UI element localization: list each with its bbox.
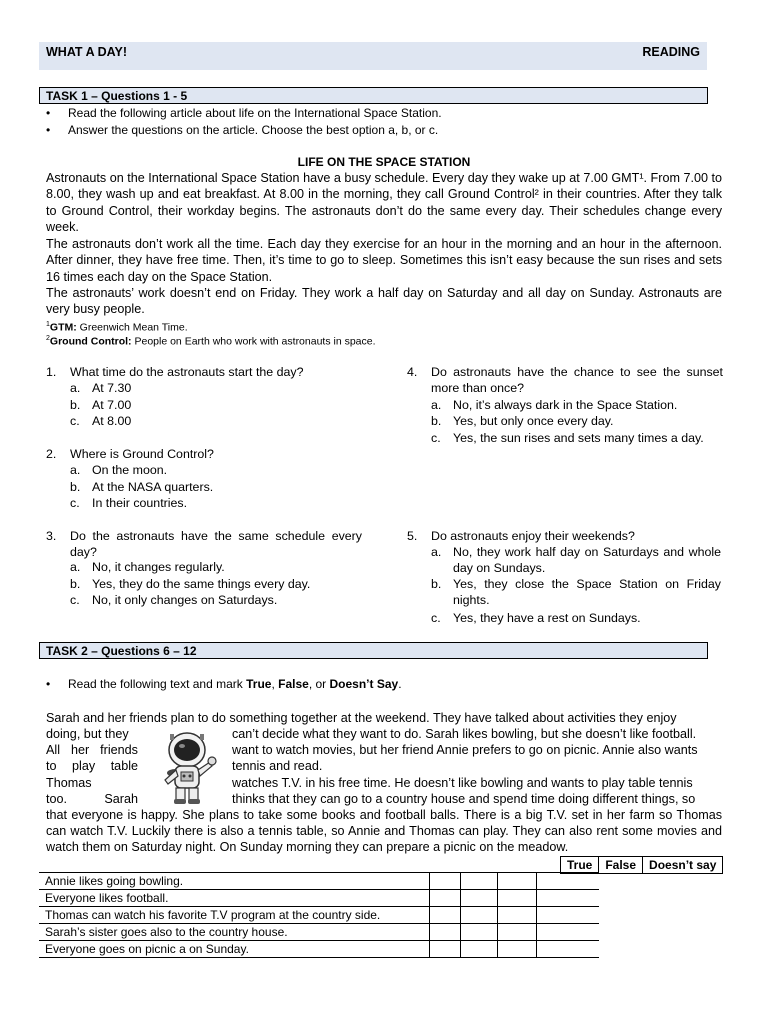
column-true: True: [561, 857, 599, 874]
article-paragraph-1: Astronauts on the International Space Station have a busy schedule. Every day they wake up at 7.00 GMT¹. From 7.00 to 8.00, they wash up and eat breakfast. At 8.00 in the morning, they call Ground Control² in their countries. After they talk to Ground Control, their workday begins. The astronauts don’t do the same every day. Their schedules change every week.: [46, 171, 722, 234]
answer-cell[interactable]: [430, 941, 461, 958]
answer-cell[interactable]: [498, 890, 537, 907]
answer-cell[interactable]: [461, 941, 498, 958]
column-doesnt-say: Doesn’t say: [643, 857, 723, 874]
answer-cell[interactable]: [537, 890, 600, 907]
article-title: LIFE ON THE SPACE STATION: [297, 155, 471, 169]
table-row: [39, 873, 599, 890]
answer-cell[interactable]: [498, 924, 537, 941]
statement-6: Annie likes going bowling.: [39, 873, 430, 890]
task1-label: TASK 1 – Questions 1 - 5: [39, 87, 708, 104]
statement-8: Thomas can watch his favorite T.V program at the country side.: [39, 907, 430, 924]
answer-cell[interactable]: [537, 873, 600, 890]
answer-cell[interactable]: [537, 941, 600, 958]
answer-cell[interactable]: [498, 873, 537, 890]
statement-10: Everyone goes on picnic a on Sunday.: [39, 941, 430, 958]
story-wrap-line: All her friends: [46, 743, 138, 758]
article-paragraph-3: The astronauts’ work doesn’t end on Friday. They work a half day on Saturday and all day on Sunday. Astronauts are very busy people.: [46, 286, 722, 317]
statement-9: Sarah’s sister goes also to the country house.: [39, 924, 430, 941]
footnote-2: $^2$Ground Control: People on Earth who work with astronauts in space.: [46, 335, 376, 348]
astronaut-illustration: [150, 728, 225, 806]
article-paragraph-2: The astronauts don’t work all the time. Each day they exercise for an hour in the morning and an hour in the afternoon. After dinner, they have free time. Then, it’s time to go to sleep. Sometimes this isn’t easy because the sun rises and sets 16 times each day on the Space Station.: [46, 237, 722, 284]
table-row: [39, 907, 599, 924]
story-wrap-line: to play table: [46, 759, 138, 774]
answer-cell[interactable]: [430, 873, 461, 890]
answer-cell[interactable]: [498, 907, 537, 924]
statements-table: [39, 872, 599, 958]
story-line-1: Sarah and her friends plan to do something together at the weekend. They have talked about activities they enjoy: [46, 711, 677, 725]
answer-cell[interactable]: [461, 890, 498, 907]
answer-cell[interactable]: [537, 907, 600, 924]
table-row: [39, 890, 599, 907]
answer-cell[interactable]: [430, 924, 461, 941]
table-row: [39, 924, 599, 941]
table-row: [39, 941, 599, 958]
answer-cell[interactable]: [461, 924, 498, 941]
answer-cell[interactable]: [537, 924, 600, 941]
statement-7: Everyone likes football.: [39, 890, 430, 907]
answer-cell[interactable]: [430, 907, 461, 924]
answer-cell[interactable]: [430, 890, 461, 907]
story-wrap-line: too. Sarah: [46, 791, 138, 806]
section-label: READING: [642, 45, 700, 59]
answer-cell[interactable]: [461, 873, 498, 890]
header-bar: [39, 42, 707, 70]
footnote-1: $^1$GTM: Greenwich Mean Time.: [46, 321, 188, 334]
answer-cell[interactable]: [461, 907, 498, 924]
answer-cell[interactable]: [498, 941, 537, 958]
story-wrap-right: can’t decide what they want to do. Sarah likes bowling, but she doesn’t like football. want to watch movies, but her friend Annie prefers to go on picnic. Annie also wants tennis and read. watches T.V. in his free time. He doesn’t like bowling and wants to play table tennis thinks that they can go to a country house and spend time doing different things, so: [232, 727, 698, 806]
story-rest: that everyone is happy. She plans to take some books and football balls. There is a big T.V. set in her farm so Thomas can watch T.V. Luckily there is also a tennis table, so Annie and Thomas can play. They can also rent some movies and watch them on Saturday night. On Sunday morning they can prepare a picnic on the meadow.: [46, 808, 722, 855]
story-wrap-left: doing, but they All her friends to play table Thomas too. Sarah: [46, 727, 138, 806]
task2-label: TASK 2 – Questions 6 – 12: [39, 642, 708, 659]
column-false: False: [599, 857, 643, 874]
worksheet-title: WHAT A DAY!: [46, 45, 128, 59]
